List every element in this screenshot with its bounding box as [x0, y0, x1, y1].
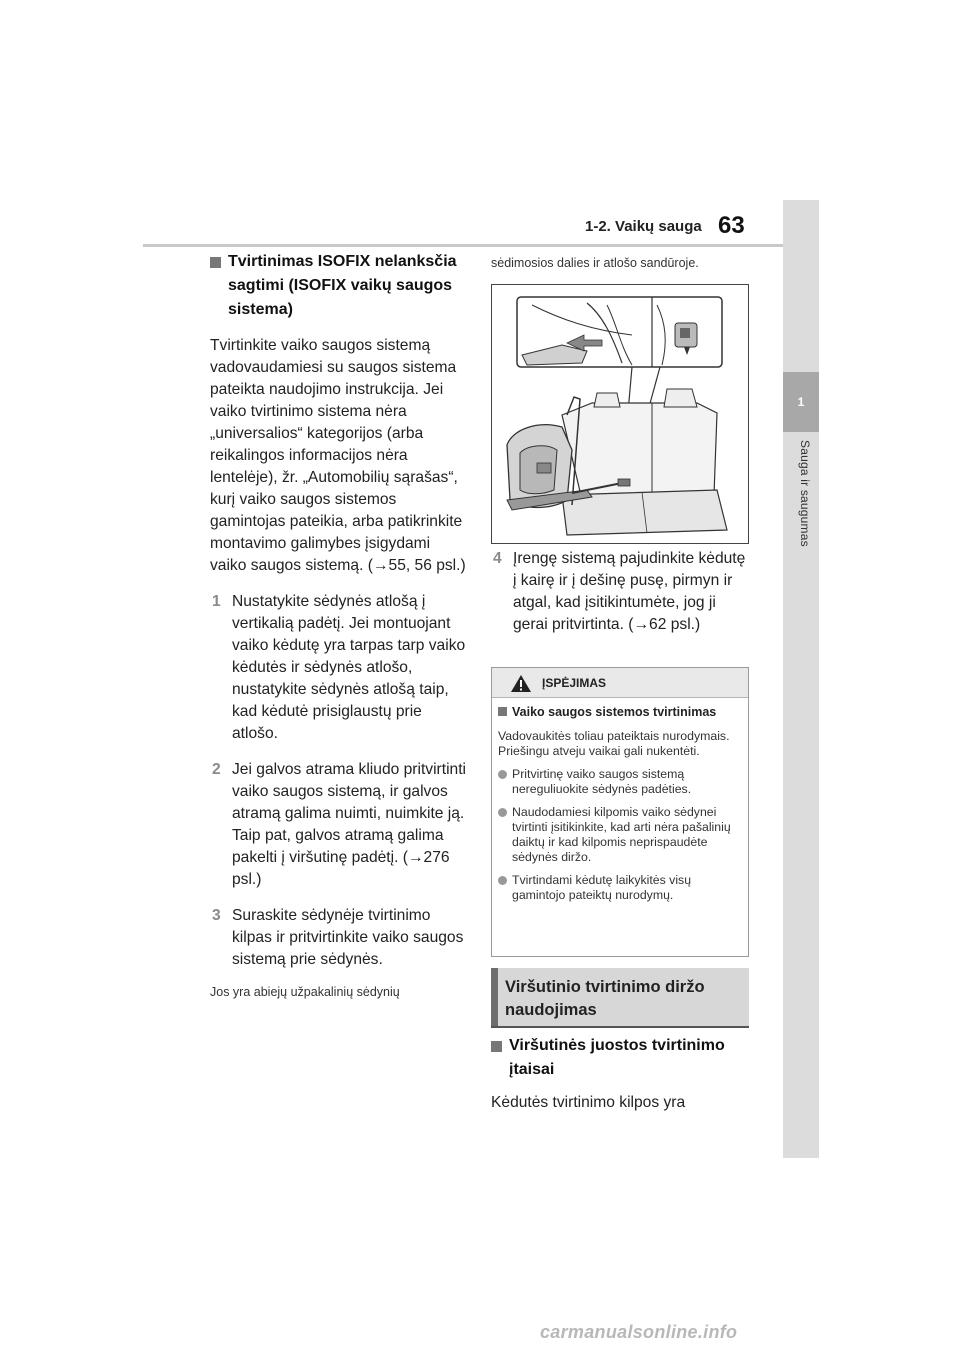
- warning-title: ĮSPĖJIMAS: [542, 676, 607, 690]
- circle-bullet-icon: [498, 770, 507, 779]
- header-rule: [143, 244, 783, 247]
- location-note-continued: sėdimosios dalies ir atlošo sandūroje.: [491, 256, 699, 270]
- warning-bullet-text: Naudodamiesi kilpomis vaiko sėdynei tvirtinti įsitikinkite, kad arti nėra pašalinių daiktų ir kad kilpomis neprispaudėte sėdynės diržo.: [512, 805, 731, 864]
- circle-bullet-icon: [498, 808, 507, 817]
- circle-bullet-icon: [498, 876, 507, 885]
- location-note: Jos yra abiejų užpakalinių sėdynių: [210, 985, 400, 999]
- bottom-block: [491, 1034, 750, 1114]
- warning-bullet-text: Pritvirtinę vaiko saugos sistemą nereguliuokite sėdynės padėties.: [512, 767, 692, 796]
- warning-triangle-icon: [510, 674, 532, 693]
- warning-box: [491, 667, 749, 957]
- warning-intro: Vadovaukitės toliau pateiktais nurodymais. Priešingu atveju vaikai gali nukentėti.: [498, 729, 730, 758]
- section-title: 1-2. Vaikų sauga: [585, 218, 702, 235]
- watermark: carmanualsonline.info: [540, 1322, 738, 1342]
- isofix-illustration: [491, 284, 749, 544]
- page-number: 63: [718, 212, 745, 239]
- section-header-title: Viršutinio tvirtinimo diržo naudojimas: [505, 978, 705, 1019]
- subsection-heading: [210, 250, 470, 322]
- step-text: Jei galvos atrama kliudo pritvirtinti vaiko saugos sistemą, ir galvos atramą galima nuimti, nuimkite ją. Taip pat, galvos atramą galima pakelti į viršutinę padėtį. (→276 psl.): [232, 761, 466, 888]
- warning-subheading: [498, 705, 742, 720]
- bottom-paragraph: Kėdutės tvirtinimo kilpos yra: [491, 1094, 686, 1111]
- warning-bullet: [498, 873, 742, 903]
- section-accent-bar: [491, 968, 498, 1026]
- step-4-block: [491, 548, 750, 636]
- right-column: [491, 250, 750, 272]
- step-number: 3: [212, 907, 221, 924]
- step-text: Nustatykite sėdynės atlošą į vertikalią padėtį. Jei montuojant vaiko kėdutę yra tarpas tarp vaiko kėdutės ir sėdynės atlošo, nustatykite sėdynės atlošą taip, kad kėdutė prisiglaustų prie atlošo.: [232, 593, 466, 742]
- step-3: [210, 905, 470, 971]
- step-4: [491, 548, 750, 636]
- warning-bullet: [498, 805, 742, 865]
- warning-subheading-text: Vaiko saugos sistemos tvirtinimas: [512, 705, 717, 719]
- step-number: 4: [493, 550, 502, 567]
- warning-header: [492, 668, 748, 698]
- step-text: Suraskite sėdynėje tvirtinimo kilpas ir pritvirtinkite vaiko saugos sistemą prie sėdynės.: [232, 907, 464, 968]
- subsection-heading-text: Viršutinės juostos tvirtinimo įtaisai: [509, 1037, 725, 1078]
- intro-paragraph: Tvirtinkite vaiko saugos sistemą vadovaudamiesi su saugos sistema pateikta naudojimo instrukcija. Jei vaiko tvirtinimo sistema nėra „universalios“ kategorijos (arba reikalingos informacijos nėra lentelėje), žr. „Automobilių sąrašas“, kurį vaiko saugos sistemos gamintojas pateikia, arba patikrinkite montavimo galimybes įsigydami vaiko saugos sistemą. (→55, 56 psl.): [210, 337, 466, 574]
- chapter-label: Sauga ir saugumas: [798, 440, 812, 547]
- step-2: [210, 759, 470, 891]
- section-header-box: [491, 968, 749, 1028]
- step-1: [210, 591, 470, 745]
- left-column: [210, 250, 470, 1001]
- warning-bullet: [498, 767, 742, 797]
- square-bullet-icon: [498, 707, 507, 716]
- square-bullet-icon: [210, 257, 221, 268]
- square-bullet-icon: [491, 1041, 502, 1052]
- chapter-number: 1: [783, 372, 819, 432]
- side-tab: [783, 200, 819, 1158]
- step-text: Įrengę sistemą pajudinkite kėdutę į kairę ir į dešinę pusę, pirmyn ir atgal, kad įsitikintumėte, jog ji gerai pritvirtinta. (→62 psl.): [513, 550, 746, 633]
- warning-bullet-text: Tvirtindami kėdutę laikykitės visų gamintojo pateiktų nurodymų.: [512, 873, 692, 902]
- step-number: 1: [212, 593, 221, 610]
- warning-body: [492, 698, 748, 903]
- subsection-heading-text: Tvirtinimas ISOFIX nelanksčia sagtimi (ISOFIX vaikų saugos sistema): [228, 253, 457, 318]
- step-number: 2: [212, 761, 221, 778]
- child-seat-illustration: [492, 285, 747, 542]
- subsection-heading-2: [491, 1034, 750, 1082]
